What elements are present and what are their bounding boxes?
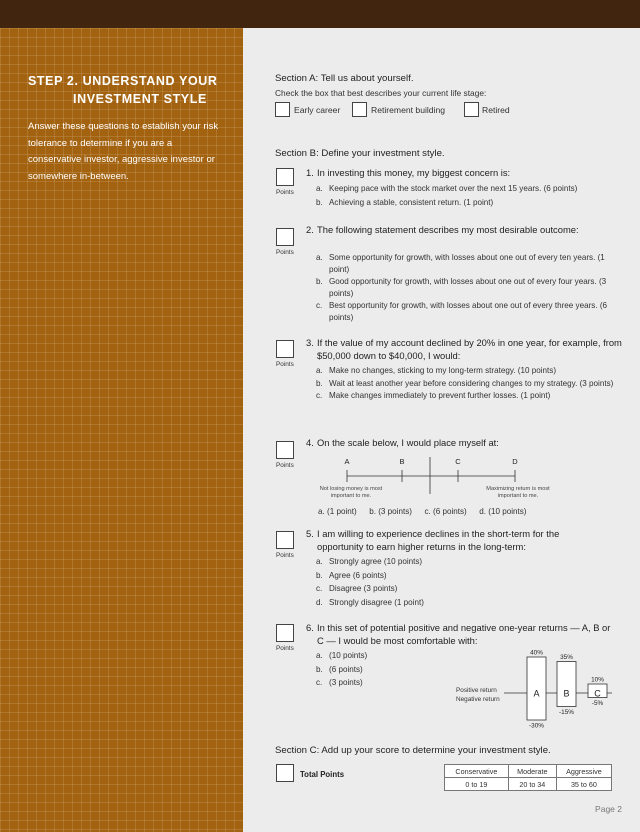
q3-option-c: c. Make changes immediately to prevent further losses. (1 point) <box>316 391 551 400</box>
step-title-line1: STEP 2. UNDERSTAND YOUR <box>28 74 218 88</box>
scale-letter-d: D <box>512 457 518 466</box>
return-positive-c: 10% <box>591 676 604 684</box>
q3-points-label: Points <box>276 361 294 368</box>
range-conservative: 0 to 19 <box>445 778 509 791</box>
q1-points-box[interactable] <box>276 168 294 186</box>
scale-points-c: c. (6 points) <box>424 507 467 516</box>
early-career-checkbox[interactable] <box>275 102 290 117</box>
q2-points-label: Points <box>276 249 294 256</box>
q5-option-d: d. Strongly disagree (1 point) <box>316 597 424 607</box>
q5-points-label: Points <box>276 552 294 559</box>
q1-option-a: a. Keeping pace with the stock market over the next 15 years. (6 points) <box>316 184 578 193</box>
scale-letter-b: B <box>399 457 405 466</box>
top-bar <box>0 0 640 28</box>
return-bar-label-b: B <box>563 688 570 699</box>
scale-points-d: d. (10 points) <box>479 507 527 516</box>
positive-return-label: Positive return <box>456 687 497 694</box>
style-conservative: Conservative <box>445 765 509 778</box>
return-bar-label-c: C <box>594 688 601 699</box>
step-title-line2: INVESTMENT STYLE <box>73 92 207 106</box>
q2-options <box>316 252 618 323</box>
question-6: 6. In this set of potential positive and negative one-year returns — A, B or C — I would be most comfortable with: <box>306 622 611 646</box>
scale-letter-a: A <box>344 457 350 466</box>
q3-option-b: b. Wait at least another year before considering changes to my strategy. (3 points) <box>316 378 614 388</box>
question-4: 4. On the scale below, I would place myself at: <box>306 437 499 448</box>
question-2: 2. The following statement describes my most desirable outcome: <box>306 224 579 235</box>
return-negative-b: -15% <box>559 709 574 716</box>
return-positive-a: 40% <box>530 649 543 657</box>
return-negative-a: -30% <box>529 722 544 728</box>
question-1: 1. In investing this money, my biggest concern is: <box>306 167 511 178</box>
return-bar-label-a: A <box>533 688 540 699</box>
q6-option-b: b. (6 points) <box>316 664 363 674</box>
retired-label: Retired <box>482 105 510 115</box>
q3-option-a: a. Make no changes, sticking to my long-term strategy. (10 points) <box>316 366 557 375</box>
scale-right-caption: Maximizing return is most important to me. <box>486 486 550 499</box>
total-points-label: Total Points <box>300 770 345 779</box>
section-a-heading: Section A: Tell us about yourself. <box>275 73 414 84</box>
q6-points-label: Points <box>276 645 294 652</box>
q4-points-box[interactable] <box>276 441 294 459</box>
q2-option-c: c. Best opportunity for growth, with losses about one out of every three years. (6 points) <box>316 301 608 322</box>
early-career-label: Early career <box>294 105 341 115</box>
q5-option-a: a. Strongly agree (10 points) <box>316 557 423 566</box>
scale-letter-c: C <box>455 457 461 466</box>
step-description: Answer these questions to establish your risk tolerance to determine if you are a conservative investor, aggressive investor or somewhere in-between. <box>28 121 219 182</box>
range-moderate: 20 to 34 <box>508 778 556 791</box>
return-negative-c: -5% <box>591 700 604 707</box>
score-table-range-row <box>445 778 612 791</box>
style-aggressive: Aggressive <box>556 765 611 778</box>
section-c-heading: Section C: Add up your score to determine your investment style. <box>275 745 551 756</box>
style-moderate: Moderate <box>508 765 556 778</box>
step-title <box>28 72 228 108</box>
q1-points-label: Points <box>276 189 294 196</box>
scale-points-b: b. (3 points) <box>369 507 412 516</box>
q3-options <box>316 365 616 402</box>
section-a-instruction: Check the box that best describes your current life stage: <box>275 88 487 98</box>
q5-option-b: b. Agree (6 points) <box>316 570 387 580</box>
q6-option-a: a. (10 points) <box>316 651 368 660</box>
retirement-building-label: Retirement building <box>371 105 446 115</box>
q5-points-box[interactable] <box>276 531 294 549</box>
range-aggressive: 35 to 60 <box>556 778 611 791</box>
question-5: 5. I am willing to experience declines in the short-term for the opportunity to earn higher returns in the long-term: <box>306 528 560 552</box>
q1-options <box>316 183 616 208</box>
q2-option-a: a. Some opportunity for growth, with losses about one out of every ten years. (1 point) <box>316 253 605 274</box>
q6-points-box[interactable] <box>276 624 294 642</box>
q6-option-c: c. (3 points) <box>316 678 363 687</box>
retired-checkbox[interactable] <box>464 102 479 117</box>
section-b-heading: Section B: Define your investment style. <box>275 148 445 159</box>
page-number: Page 2 <box>595 804 622 814</box>
q5-options <box>316 556 596 608</box>
scale-points <box>318 507 527 516</box>
question-3: 3. If the value of my account declined by 20% in one year, for example, from $50,000 down to $40,000, I would: <box>306 337 622 361</box>
total-points-box[interactable] <box>276 764 294 782</box>
retirement-building-checkbox[interactable] <box>352 102 367 117</box>
q3-points-box[interactable] <box>276 340 294 358</box>
q4-points-label: Points <box>276 462 294 469</box>
score-table-header-row <box>445 765 612 778</box>
q2-option-b: b. Good opportunity for growth, with losses about one out of every four years. (3 points) <box>316 277 607 298</box>
return-bar-b <box>557 662 576 707</box>
q5-option-c: c. Disagree (3 points) <box>316 584 398 593</box>
negative-return-label: Negative return <box>456 696 500 703</box>
returns-chart <box>452 646 622 728</box>
scale-left-caption: Not losing money is most important to me. <box>319 486 383 499</box>
score-table <box>444 764 612 791</box>
q6-options <box>316 650 436 689</box>
q2-points-box[interactable] <box>276 228 294 246</box>
return-positive-b: 35% <box>560 654 573 661</box>
q1-option-b: b. Achieving a stable, consistent return. (1 point) <box>316 197 494 207</box>
scale-points-a: a. (1 point) <box>318 507 357 516</box>
